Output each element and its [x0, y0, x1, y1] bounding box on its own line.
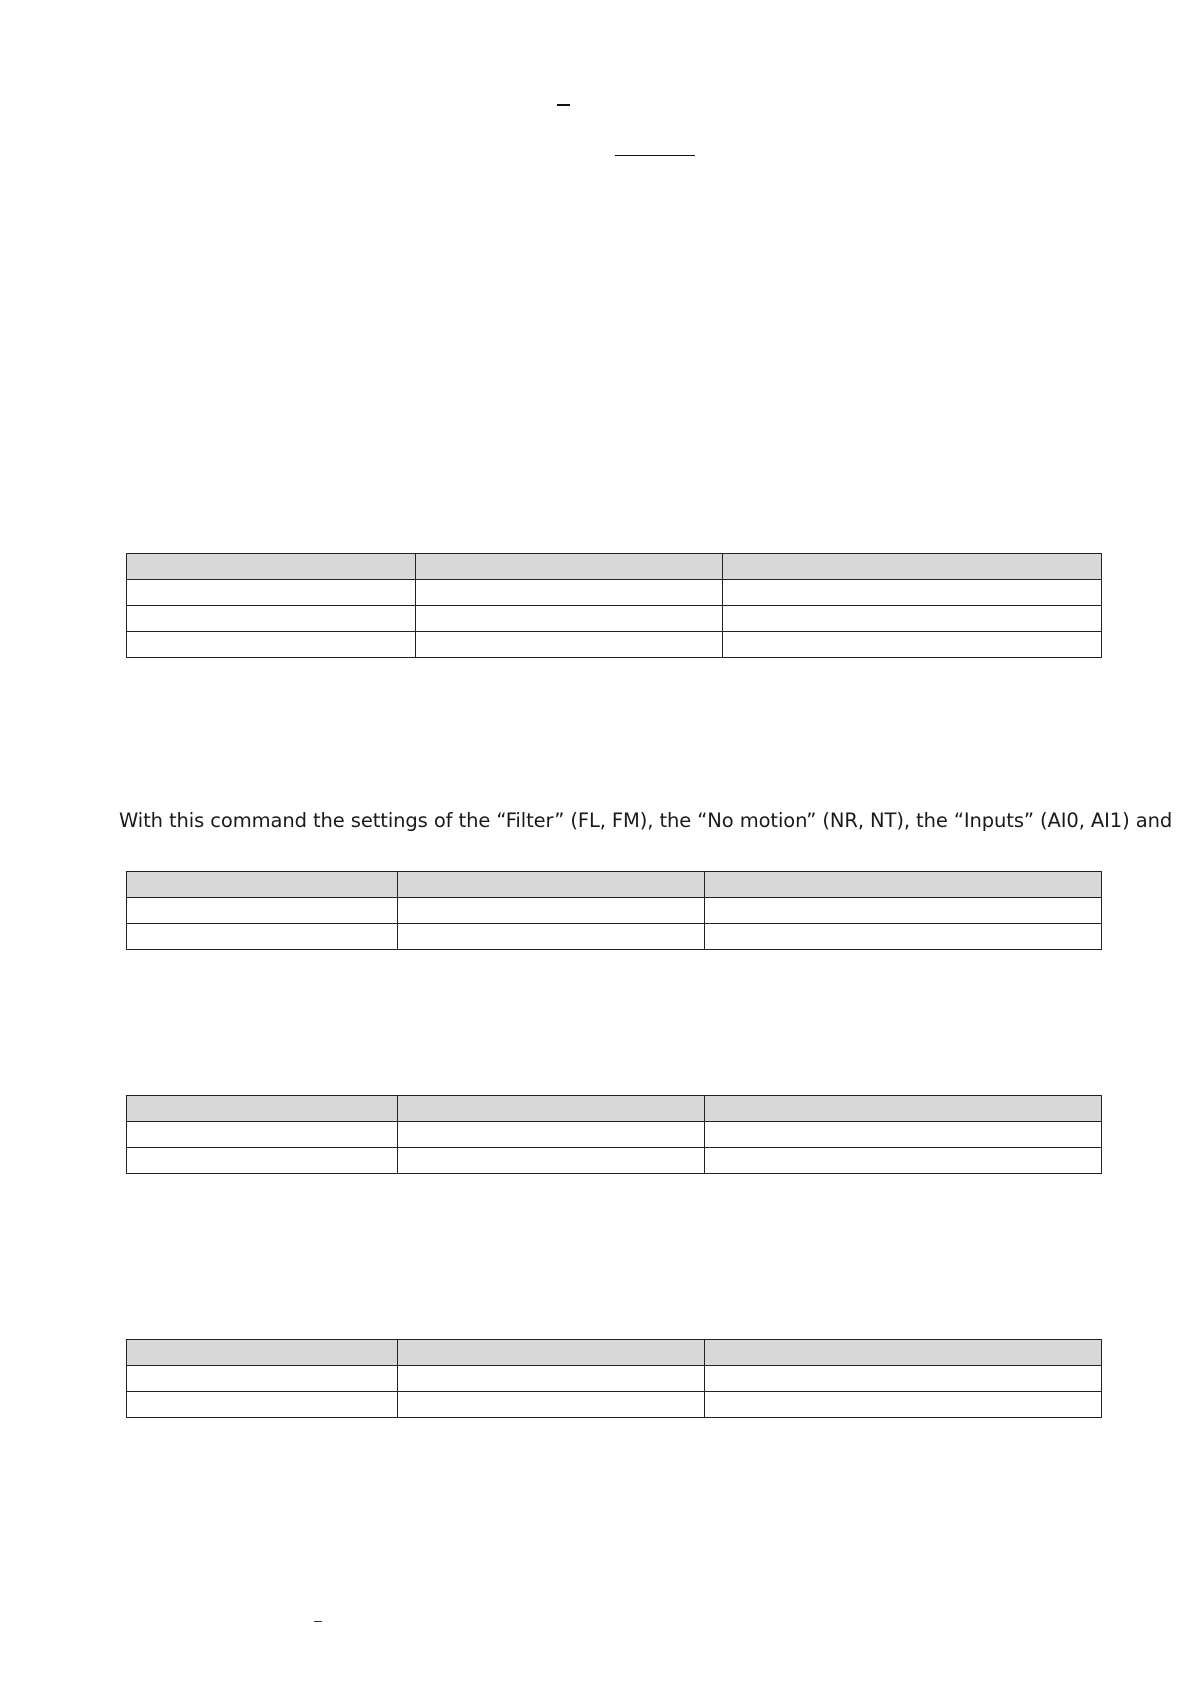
- table-header-cell: [723, 554, 1102, 580]
- table-3: [126, 1095, 1102, 1174]
- table-header-cell: [705, 1096, 1102, 1122]
- table-header-row: [127, 872, 1102, 898]
- table-header-cell: [127, 554, 416, 580]
- table-header-row: [127, 1340, 1102, 1366]
- table-row: [127, 1366, 1102, 1392]
- table-cell: [705, 898, 1102, 924]
- table-cell: [705, 1122, 1102, 1148]
- table-cell: [127, 924, 398, 950]
- table-header-cell: [127, 872, 398, 898]
- table-cell: [127, 632, 416, 658]
- footer-dash-mark: [314, 1621, 322, 1622]
- top-dash-mark: [557, 104, 570, 106]
- table-cell: [398, 1148, 705, 1174]
- table-header-row: [127, 554, 1102, 580]
- table-cell: [398, 1392, 705, 1418]
- table-header-cell: [705, 872, 1102, 898]
- table-header-cell: [127, 1340, 398, 1366]
- top-underline-mark: [615, 155, 695, 156]
- table-cell: [416, 606, 723, 632]
- table-header-cell: [127, 1096, 398, 1122]
- table-cell: [416, 580, 723, 606]
- table-cell: [127, 1392, 398, 1418]
- table-cell: [127, 580, 416, 606]
- table-cell: [398, 1122, 705, 1148]
- table-header-cell: [398, 1096, 705, 1122]
- table-row: [127, 924, 1102, 950]
- table-cell: [416, 632, 723, 658]
- body-paragraph: With this command the settings of the “Filter” (FL, FM), the “No motion” (NR, NT), the “Inputs” (AI0, AI1) and: [119, 809, 1173, 832]
- table-row: [127, 1122, 1102, 1148]
- table-header-cell: [705, 1340, 1102, 1366]
- table-header-row: [127, 1096, 1102, 1122]
- table-row: [127, 606, 1102, 632]
- table-row: [127, 1148, 1102, 1174]
- table-cell: [723, 606, 1102, 632]
- table-cell: [127, 606, 416, 632]
- table-row: [127, 898, 1102, 924]
- table-cell: [398, 924, 705, 950]
- table-2: [126, 871, 1102, 950]
- table-cell: [398, 898, 705, 924]
- table-cell: [705, 924, 1102, 950]
- table-cell: [705, 1366, 1102, 1392]
- table-cell: [127, 1366, 398, 1392]
- table-row: [127, 580, 1102, 606]
- table-4: [126, 1339, 1102, 1418]
- table-header-cell: [398, 872, 705, 898]
- table-cell: [705, 1148, 1102, 1174]
- table-1: [126, 553, 1102, 658]
- table-cell: [705, 1392, 1102, 1418]
- table-cell: [398, 1366, 705, 1392]
- table-cell: [127, 898, 398, 924]
- table-cell: [127, 1122, 398, 1148]
- table-cell: [723, 632, 1102, 658]
- table-header-cell: [398, 1340, 705, 1366]
- table-row: [127, 632, 1102, 658]
- table-row: [127, 1392, 1102, 1418]
- table-cell: [723, 580, 1102, 606]
- table-cell: [127, 1148, 398, 1174]
- table-header-cell: [416, 554, 723, 580]
